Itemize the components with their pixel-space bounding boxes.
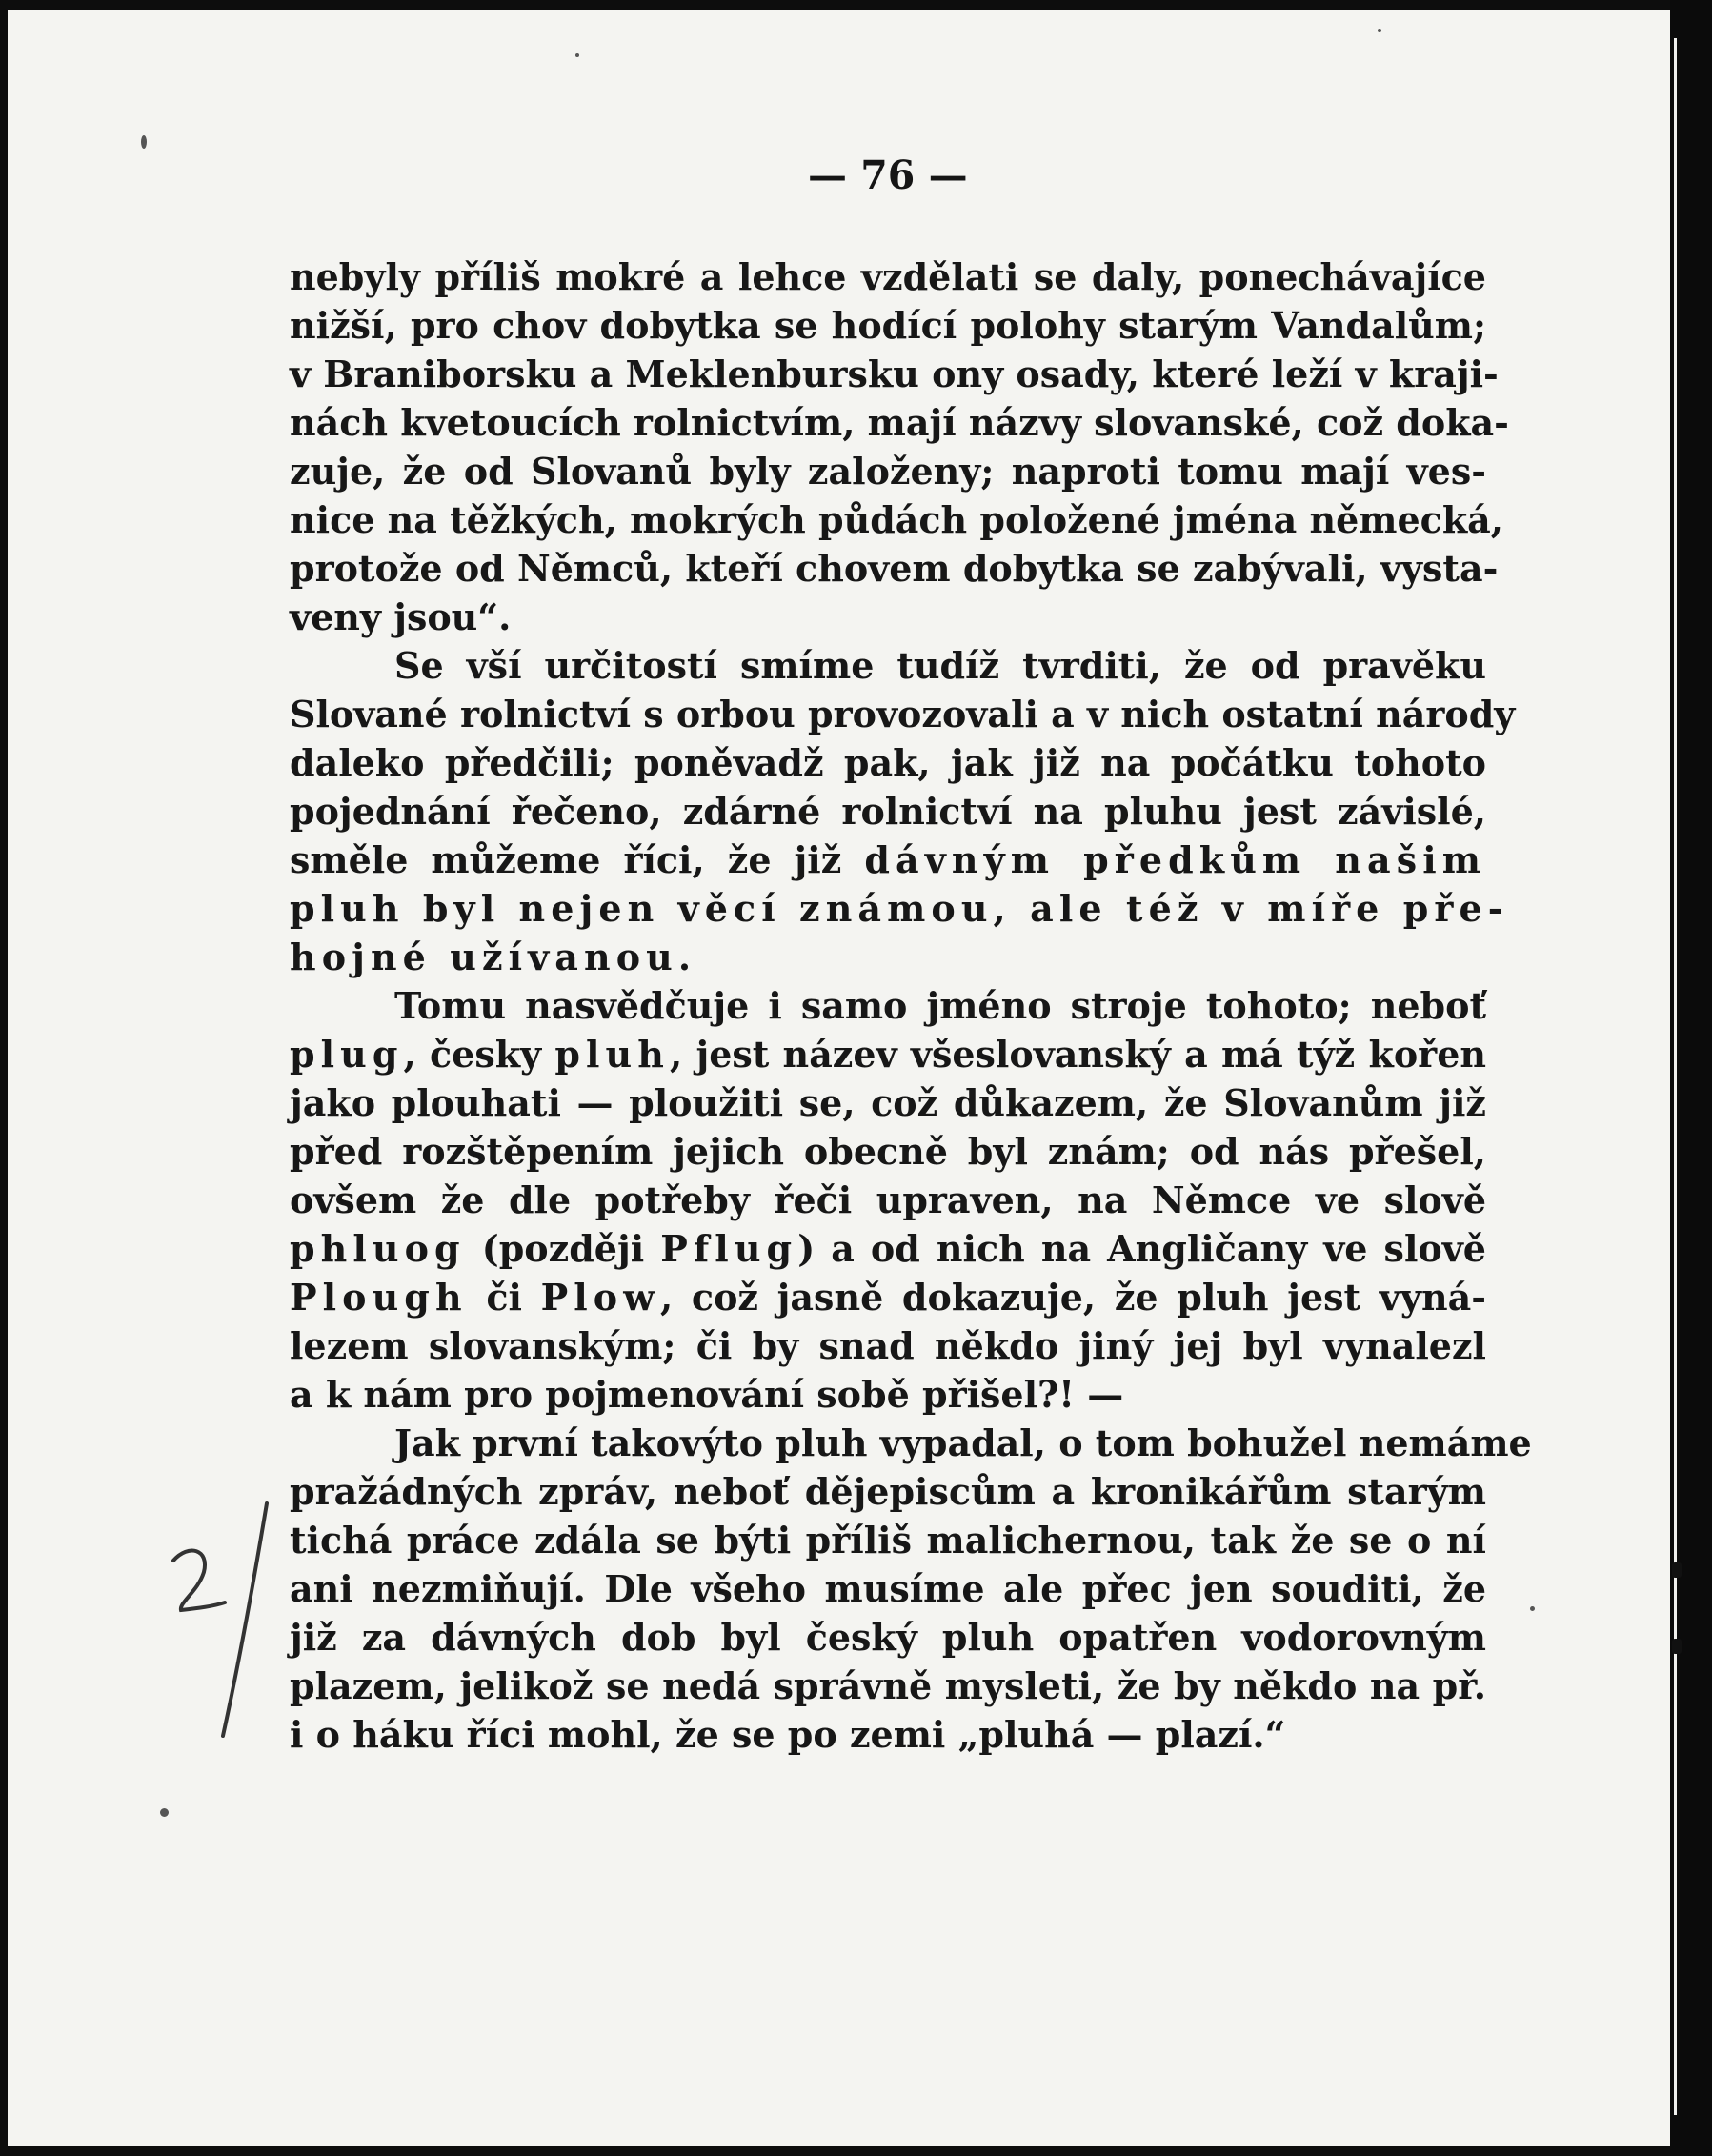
text-line: již za dávných dob byl český pluh opatřen vodorovným (290, 1616, 1486, 1659)
text-line: Jak první takovýto pluh vypadal, o tom bohužel nemáme (394, 1421, 1532, 1464)
scan-speck (1530, 1606, 1535, 1611)
text-line: a k nám pro pojmenování sobě přišel?! — (290, 1373, 1124, 1416)
spaced-emphasis: Plough (290, 1276, 468, 1319)
spaced-emphasis: dávným předkům našim (864, 838, 1486, 881)
scan-speck (1378, 29, 1381, 32)
text-line: zuje, že od Slovanů byly založeny; naproti tomu mají ves- (290, 450, 1486, 493)
text-line: protože od Němců, kteří chovem dobytka se zabývali, vysta- (290, 547, 1499, 590)
text-line: ani nezmiňují. Dle všeho musíme ale přec jen souditi, že (290, 1567, 1486, 1610)
book-page (8, 10, 1670, 2146)
text-line: i o háku říci mohl, že se po zemi „pluhá — plazí.“ (290, 1713, 1286, 1756)
text-line: směle můžeme říci, že již dávným předkům našim (290, 838, 1486, 881)
pencil-annotation-mark (160, 1496, 274, 1743)
spaced-emphasis: plug (290, 1033, 404, 1076)
text-line: phluog (později Pflug) a od nich na Angličany ve slově (290, 1227, 1486, 1270)
text-line: nižší, pro chov dobytka se hodící polohy starým Vandalům; (290, 304, 1486, 347)
text-line: Tomu nasvědčuje i samo jméno stroje tohoto; neboť (394, 984, 1486, 1027)
spaced-emphasis: pluh (554, 1033, 670, 1076)
text-line: Slované rolnictví s orbou provozovali a v nich ostatní národy (290, 693, 1516, 735)
text-line: nice na těžkých, mokrých půdách položené jména německá, (290, 498, 1504, 541)
text-line: veny jsou“. (290, 595, 512, 638)
text-line: tichá práce zdála se býti příliš malichernou, tak že se o ní (290, 1519, 1486, 1562)
page-edge-notch (1672, 1639, 1682, 1654)
scan-speck (575, 53, 579, 57)
text-line: pluh byl nejen věcí známou, ale též v míře pře- (290, 887, 1509, 930)
text-line: jako plouhati — ploužiti se, což důkazem, že Slovanům již (290, 1081, 1486, 1124)
spaced-emphasis: phluog (290, 1227, 466, 1270)
text-line: plazem, jelikož se nedá správně mysleti, že by někdo na př. (290, 1664, 1486, 1707)
spaced-emphasis: Pflug (660, 1227, 798, 1270)
scan-speck (141, 135, 147, 149)
spaced-emphasis: Plow (540, 1276, 661, 1319)
adjacent-page-edge (1674, 38, 1677, 2115)
text-line: Plough či Plow, což jasně dokazuje, že pluh jest vyná- (290, 1276, 1486, 1319)
page-number: — 76 — (808, 152, 968, 198)
text-line: pražádných zpráv, neboť dějepiscům a kronikářům starým (290, 1470, 1486, 1513)
page-edge-notch (1672, 1562, 1682, 1578)
text-line: lezem slovanským; či by snad někdo jiný jej byl vynalezl (290, 1324, 1486, 1367)
text-line: plug, česky pluh, jest název všeslovanský a má týž kořen (290, 1033, 1486, 1076)
body-text (290, 252, 1532, 1759)
text-line: ovšem že dle potřeby řeči upraven, na Němce ve slově (290, 1179, 1486, 1221)
text-line: nách kvetoucích rolnictvím, mají názvy slovanské, což doka- (290, 401, 1509, 444)
scan-speck (160, 1808, 169, 1817)
text-line: v Braniborsku a Meklenbursku ony osady, které leží v kraji- (290, 353, 1499, 395)
spaced-emphasis: hojné užívanou (290, 936, 678, 978)
text-line: daleko předčili; poněvadž pak, jak již na počátku tohoto (290, 741, 1486, 784)
text-line: nebyly příliš mokré a lehce vzdělati se daly, ponechávajíce (290, 255, 1486, 298)
text-line: hojné užívanou. (290, 936, 692, 978)
text-line: pojednání řečeno, zdárné rolnictví na pluhu jest závislé, (290, 790, 1486, 833)
text-line: Se vší určitostí smíme tudíž tvrditi, že od pravěku (394, 644, 1486, 687)
text-line: před rozštěpením jejich obecně byl znám; od nás přešel, (290, 1130, 1486, 1173)
